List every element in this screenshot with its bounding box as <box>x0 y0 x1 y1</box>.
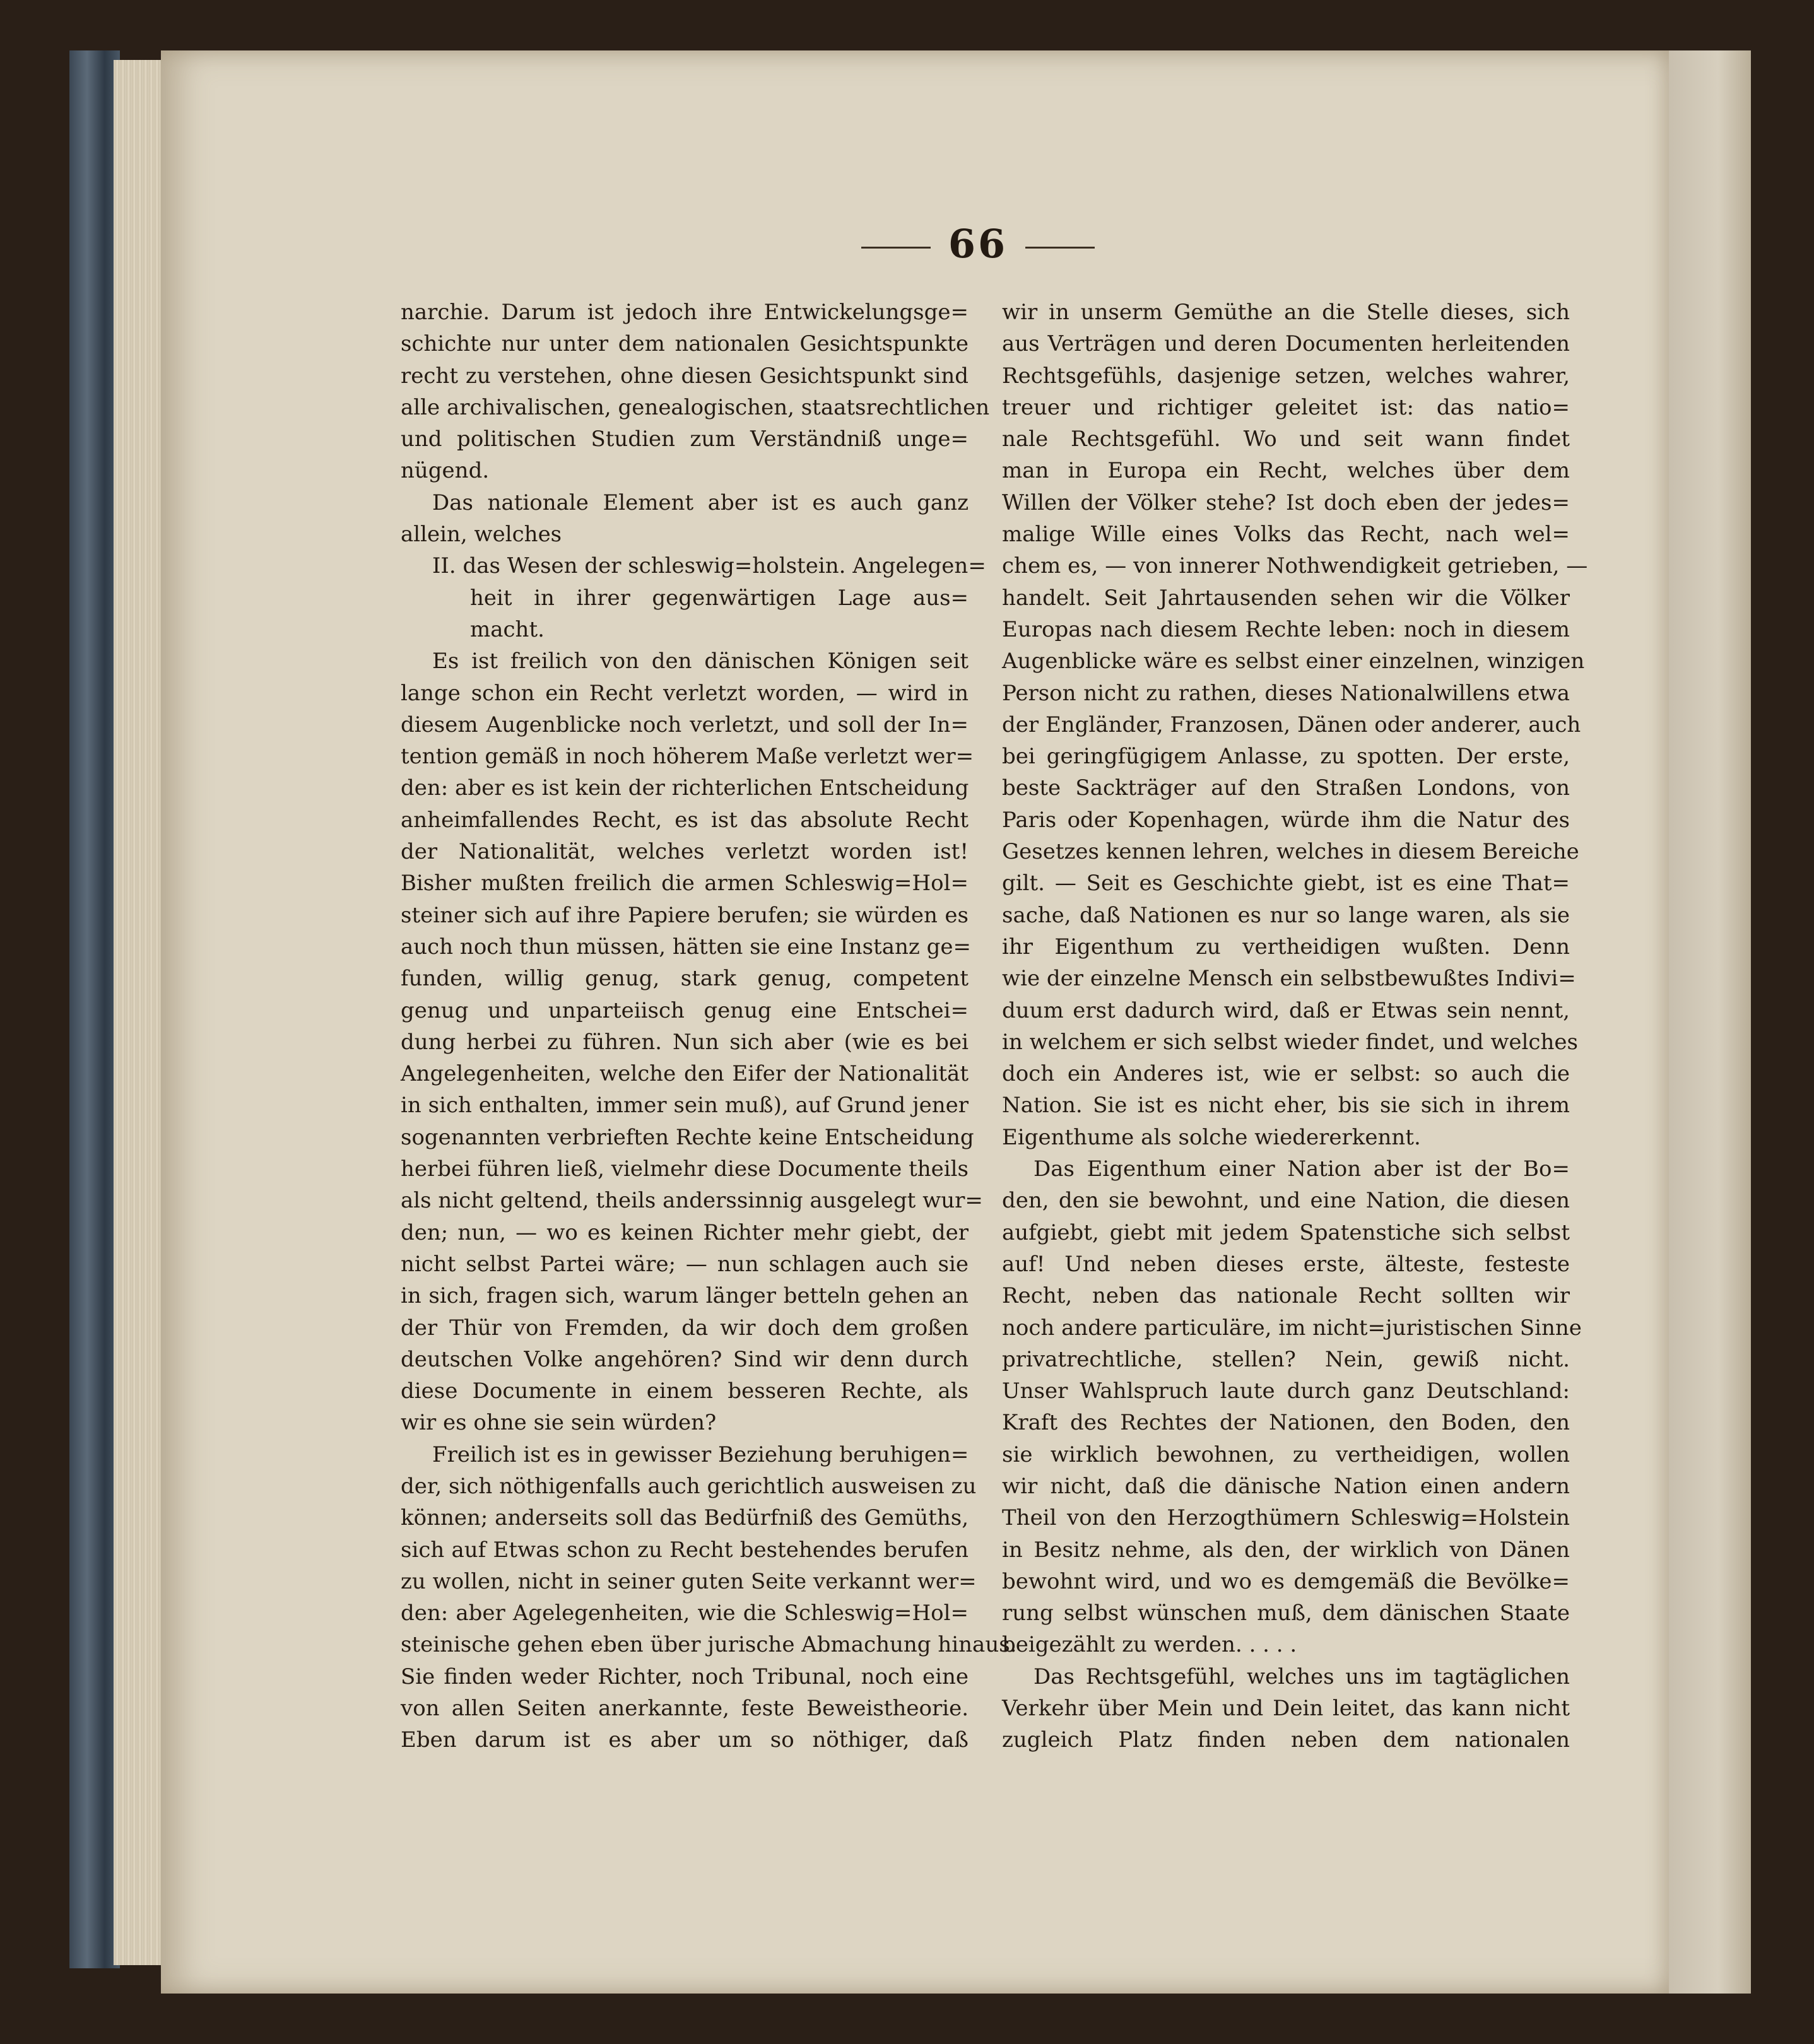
text-line: Es ist freilich von den dänischen Königen seit <box>432 649 969 674</box>
text-line: man in Europa ein Recht, welches über dem <box>1002 458 1570 484</box>
text-line: Willen der Völker stehe? Ist doch eben der jedes= <box>1002 490 1570 515</box>
header-rule-right <box>1025 247 1095 249</box>
text-line: handelt. Seit Jahrtausenden sehen wir die Völker <box>1002 585 1570 611</box>
text-line: können; anderseits soll das Bedürfniß des Gemüths, <box>401 1505 969 1531</box>
text-line: den: aber es ist kein der richterlichen Entscheidung <box>401 775 969 801</box>
text-line: ihr Eigenthum zu vertheidigen wußten. Denn <box>1002 934 1570 960</box>
text-line: in sich, fragen sich, warum länger betteln gehen an <box>401 1283 969 1309</box>
text-line: privatrechtliche, stellen? Nein, gewiß nicht. <box>1002 1346 1570 1372</box>
text-line: Augenblicke wäre es selbst einer einzelnen, winzigen <box>1002 649 1585 674</box>
text-line: Verkehr über Mein und Dein leitet, das kann nicht <box>1002 1696 1570 1722</box>
text-line: diese Documente in einem besseren Rechte, als <box>401 1378 969 1404</box>
text-line: den, den sie bewohnt, und eine Nation, die diesen <box>1002 1188 1570 1214</box>
text-line: duum erst dadurch wird, daß er Etwas sein nennt, <box>1002 997 1570 1023</box>
next-page-edge <box>1669 50 1751 1994</box>
text-line: anheimfallendes Recht, es ist das absolute Recht <box>401 807 969 833</box>
text-line: alle archivalischen, genealogischen, staatsrechtlichen <box>401 394 990 420</box>
right-text-column <box>1002 297 1588 1756</box>
text-line: in Besitz nehme, als den, der wirklich von Dänen <box>1002 1537 1570 1563</box>
text-line: bewohnt wird, und wo es demgemäß die Bevölke= <box>1002 1568 1570 1594</box>
text-line: Eben darum ist es aber um so nöthiger, daß <box>401 1727 969 1753</box>
text-line: steinische gehen eben über jurische Abmachung hinaus. <box>401 1632 1017 1658</box>
text-line: beste Sackträger auf den Straßen Londons, von <box>1002 775 1570 801</box>
text-line: Das Rechtsgefühl, welches uns im tagtäglichen <box>1034 1664 1570 1689</box>
text-line: und politischen Studien zum Verständniß unge= <box>401 426 969 452</box>
text-line: nicht selbst Partei wäre; — nun schlagen auch sie <box>401 1251 969 1277</box>
text-line: beigezählt zu werden. . . . . <box>1002 1632 1297 1658</box>
text-line: steiner sich auf ihre Papiere berufen; sie würden es <box>401 902 969 928</box>
text-line: aufgiebt, giebt mit jedem Spatenstiche sich selbst <box>1002 1219 1570 1245</box>
text-line: narchie. Darum ist jedoch ihre Entwickelungsge= <box>401 300 969 325</box>
text-line: Das Eigenthum einer Nation aber ist der Bo= <box>1034 1156 1570 1182</box>
text-line: der Nationalität, welches verletzt worden ist! <box>401 839 969 865</box>
text-line: der, sich nöthigenfalls auch gerichtlich ausweisen zu <box>401 1473 977 1499</box>
text-line: sich auf Etwas schon zu Recht bestehendes berufen <box>401 1537 969 1563</box>
text-line: auf! Und neben dieses erste, älteste, festeste <box>1002 1251 1570 1277</box>
text-line: bei geringfügigem Anlasse, zu spotten. Der erste, <box>1002 744 1570 770</box>
text-line: Gesetzes kennen lehren, welches in diesem Bereiche <box>1002 839 1579 865</box>
text-line: deutschen Volke angehören? Sind wir denn durch <box>401 1346 969 1372</box>
text-line: von allen Seiten anerkannte, feste Beweistheorie. <box>401 1696 969 1722</box>
text-line: zugleich Platz finden neben dem nationalen <box>1002 1727 1570 1753</box>
text-line: Recht, neben das nationale Recht sollten wir <box>1002 1283 1570 1309</box>
text-line: den; nun, — wo es keinen Richter mehr giebt, der <box>401 1219 969 1245</box>
text-line: nale Rechtsgefühl. Wo und seit wann findet <box>1002 426 1570 452</box>
text-line: der Engländer, Franzosen, Dänen oder anderer, auch <box>1002 712 1581 737</box>
text-line: diesem Augenblicke noch verletzt, und soll der In= <box>401 712 969 737</box>
text-line: aus Verträgen und deren Documenten herleitenden <box>1002 331 1570 357</box>
text-line: der Thür von Fremden, da wir doch dem großen <box>401 1315 969 1341</box>
text-line: rung selbst wünschen muß, dem dänischen Staate <box>1002 1601 1570 1626</box>
text-line: schichte nur unter dem nationalen Gesichtspunkte <box>401 331 969 357</box>
text-line: sie wirklich bewohnen, zu vertheidigen, wollen <box>1002 1442 1570 1467</box>
text-line: herbei führen ließ, vielmehr diese Documente theils <box>401 1156 969 1182</box>
left-text-column <box>401 297 1017 1756</box>
text-line: nügend. <box>401 458 490 484</box>
text-line: Theil von den Herzogthümern Schleswig=Holstein <box>1002 1505 1570 1531</box>
text-line: Europas nach diesem Rechte leben: noch in diesem <box>1002 616 1570 642</box>
text-line: malige Wille eines Volks das Recht, nach wel= <box>1002 522 1570 548</box>
text-line: als nicht geltend, theils anderssinnig ausgelegt wur= <box>401 1188 983 1214</box>
text-line: Person nicht zu rathen, dieses Nationalwillens etwa <box>1002 680 1570 706</box>
header-rule-left <box>861 247 931 249</box>
text-line: genug und unparteiisch genug eine Entschei= <box>401 997 969 1023</box>
text-line: auch noch thun müssen, hätten sie eine Instanz ge= <box>401 934 971 960</box>
text-line: in sich enthalten, immer sein muß), auf Grund jener <box>401 1093 969 1119</box>
page-number: 66 <box>948 221 1008 267</box>
text-line: II. das Wesen der schleswig=holstein. Angelegen= <box>432 553 986 579</box>
text-line: Freilich ist es in gewisser Beziehung beruhigen= <box>432 1442 969 1467</box>
text-line: treuer und richtiger geleitet ist: das natio= <box>1002 394 1570 420</box>
text-line: noch andere particuläre, im nicht=juristischen Sinne <box>1002 1315 1582 1341</box>
text-line: allein, welches <box>401 522 562 548</box>
text-line: macht. <box>470 616 545 642</box>
text-line: Unser Wahlspruch laute durch ganz Deutschland: <box>1002 1378 1570 1404</box>
text-line: tention gemäß in noch höherem Maße verletzt wer= <box>401 744 974 770</box>
text-line: sache, daß Nationen es nur so lange waren, als sie <box>1002 902 1570 928</box>
text-line: gilt. — Seit es Geschichte giebt, ist es eine That= <box>1002 871 1570 896</box>
text-line: heit in ihrer gegenwärtigen Lage aus= <box>470 585 969 611</box>
text-line: Sie finden weder Richter, noch Tribunal, noch eine <box>401 1664 969 1689</box>
text-line: Angelegenheiten, welche den Eifer der Nationalität <box>401 1061 969 1087</box>
text-line: lange schon ein Recht verletzt worden, — wird in <box>401 680 969 706</box>
text-line: in welchem er sich selbst wieder findet, und welches <box>1002 1029 1578 1055</box>
text-line: zu wollen, nicht in seiner guten Seite verkannt wer= <box>401 1568 977 1594</box>
text-line: Das nationale Element aber ist es auch ganz <box>432 490 969 515</box>
text-line: Kraft des Rechtes der Nationen, den Boden, den <box>1002 1410 1570 1436</box>
text-line: den: aber Agelegenheiten, wie die Schleswig=Hol= <box>401 1601 969 1626</box>
text-line: wir es ohne sie sein würden? <box>401 1410 717 1436</box>
text-line: wie der einzelne Mensch ein selbstbewußtes Indivi= <box>1002 966 1576 992</box>
book-spine <box>69 50 120 1968</box>
text-line: Eigenthume als solche wiedererkennt. <box>1002 1124 1421 1150</box>
text-line: dung herbei zu führen. Nun sich aber (wie es bei <box>401 1029 969 1055</box>
text-line: recht zu verstehen, ohne diesen Gesichtspunkt sind <box>401 363 969 389</box>
text-line: chem es, — von innerer Nothwendigkeit getrieben, — <box>1002 553 1588 579</box>
text-line: Bisher mußten freilich die armen Schleswig=Hol= <box>401 871 969 896</box>
text-line: Paris oder Kopenhagen, würde ihm die Natur des <box>1002 807 1570 833</box>
text-line: wir nicht, daß die dänische Nation einen andern <box>1002 1473 1570 1499</box>
text-line: wir in unserm Gemüthe an die Stelle dieses, sich <box>1002 300 1570 325</box>
text-line: sogenannten verbrieften Rechte keine Entscheidung <box>401 1124 974 1150</box>
page-number-header <box>839 221 1117 271</box>
text-line: Nation. Sie ist es nicht eher, bis sie sich in ihrem <box>1002 1093 1570 1119</box>
text-line: Rechtsgefühls, dasjenige setzen, welches wahrer, <box>1002 363 1570 389</box>
text-line: doch ein Anderes ist, wie er selbst: so auch die <box>1002 1061 1570 1087</box>
text-line: funden, willig genug, stark genug, competent <box>401 966 969 992</box>
